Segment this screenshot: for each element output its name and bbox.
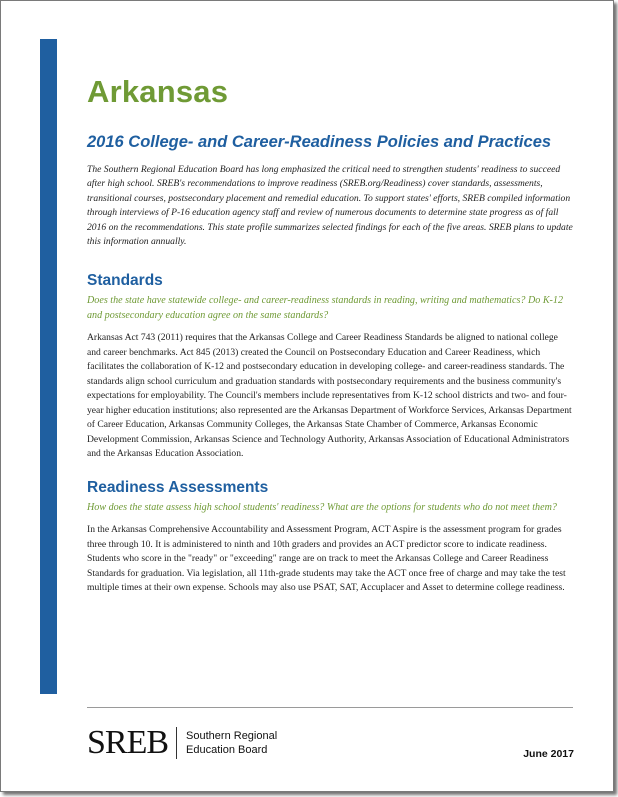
- organization-name-line-1: Southern Regional: [186, 730, 278, 742]
- logo-divider: [176, 727, 177, 759]
- section-heading-standards: Standards: [87, 272, 163, 290]
- section-question-standards: Does the state have statewide college- and career-readiness standards in reading, writing and mathematics? Do K-12 and postsecondary education agree on the same standards?: [87, 295, 564, 321]
- intro-paragraph: The Southern Regional Education Board has long emphasized the critical need to strengthen students' readiness to succeed after high school. SREB's recommendations to improve readiness (SREB.org/Readiness) cover standards, assessments, transitional courses, postsecondary placement and remedial education. To support states' efforts, SREB compiled information through interviews of P-16 education agency staff and review of numerous documents to determine state progress as of fall 2016 on the recommendations. This state profile summarizes selected findings for each of the five areas. SREB plans to update this information annually.: [87, 164, 573, 248]
- page-subtitle: 2016 College- and Career-Readiness Policies and Practices: [87, 133, 552, 151]
- page-content: [87, 73, 574, 596]
- state-title: Arkansas: [87, 74, 229, 109]
- sreb-logo: [87, 723, 277, 763]
- section-question-readiness-assessments: How does the state assess high school students' readiness? What are the options for students who do not meet them?: [87, 501, 557, 513]
- section-body-standards: Arkansas Act 743 (2011) requires that the Arkansas College and Career Readiness Standards be aligned to national college and career benchmarks. Act 845 (2013) created the Council on Postsecondary Education and Career Readiness, which facilitates the collaboration of K-12 and postsecondary education in developing college- and career-readiness standards. The standards align school curriculum and graduation standards with postsecondary requirements and the business community's expectations for employability. The Council's members include representatives from K-12 school districts and two- and four-year higher education institutions; also represented are the Arkansas Department of Workforce Services, Arkansas Department of Career Education, Arkansas Community Colleges, the Arkansas State Chamber of Commerce, Arkansas Economic Development Commission, Arkansas Science and Technology Authority, Arkansas Association of Educational Administrators and the Arkansas Education Association.: [87, 332, 572, 460]
- organization-name-line-2: Education Board: [186, 744, 268, 756]
- footer-divider: [87, 707, 573, 708]
- page-footer: [87, 723, 574, 763]
- section-body-readiness-assessments: In the Arkansas Comprehensive Accountability and Assessment Program, ACT Aspire is the assessment program for grades three through 10. It is administered to ninth and 10th graders and provides an ACT predictor score to indicate readiness. Students who score in the "ready" or "exceeding" range are on track to meet the Arkansas College and Career Readiness Standards for graduation. Via legislation, all 11th-grade students may take the ACT once free of charge and may take the test multiple times at their own expense. Schools may also use PSAT, SAT, Accuplacer and Asset to determine college readiness.: [87, 524, 566, 594]
- side-accent-bar: [40, 39, 57, 694]
- organization-name: [186, 729, 277, 757]
- section-heading-readiness-assessments: Readiness Assessments: [87, 478, 269, 496]
- logo-wordmark: SREB: [87, 724, 169, 761]
- publication-date: June 2017: [523, 748, 574, 760]
